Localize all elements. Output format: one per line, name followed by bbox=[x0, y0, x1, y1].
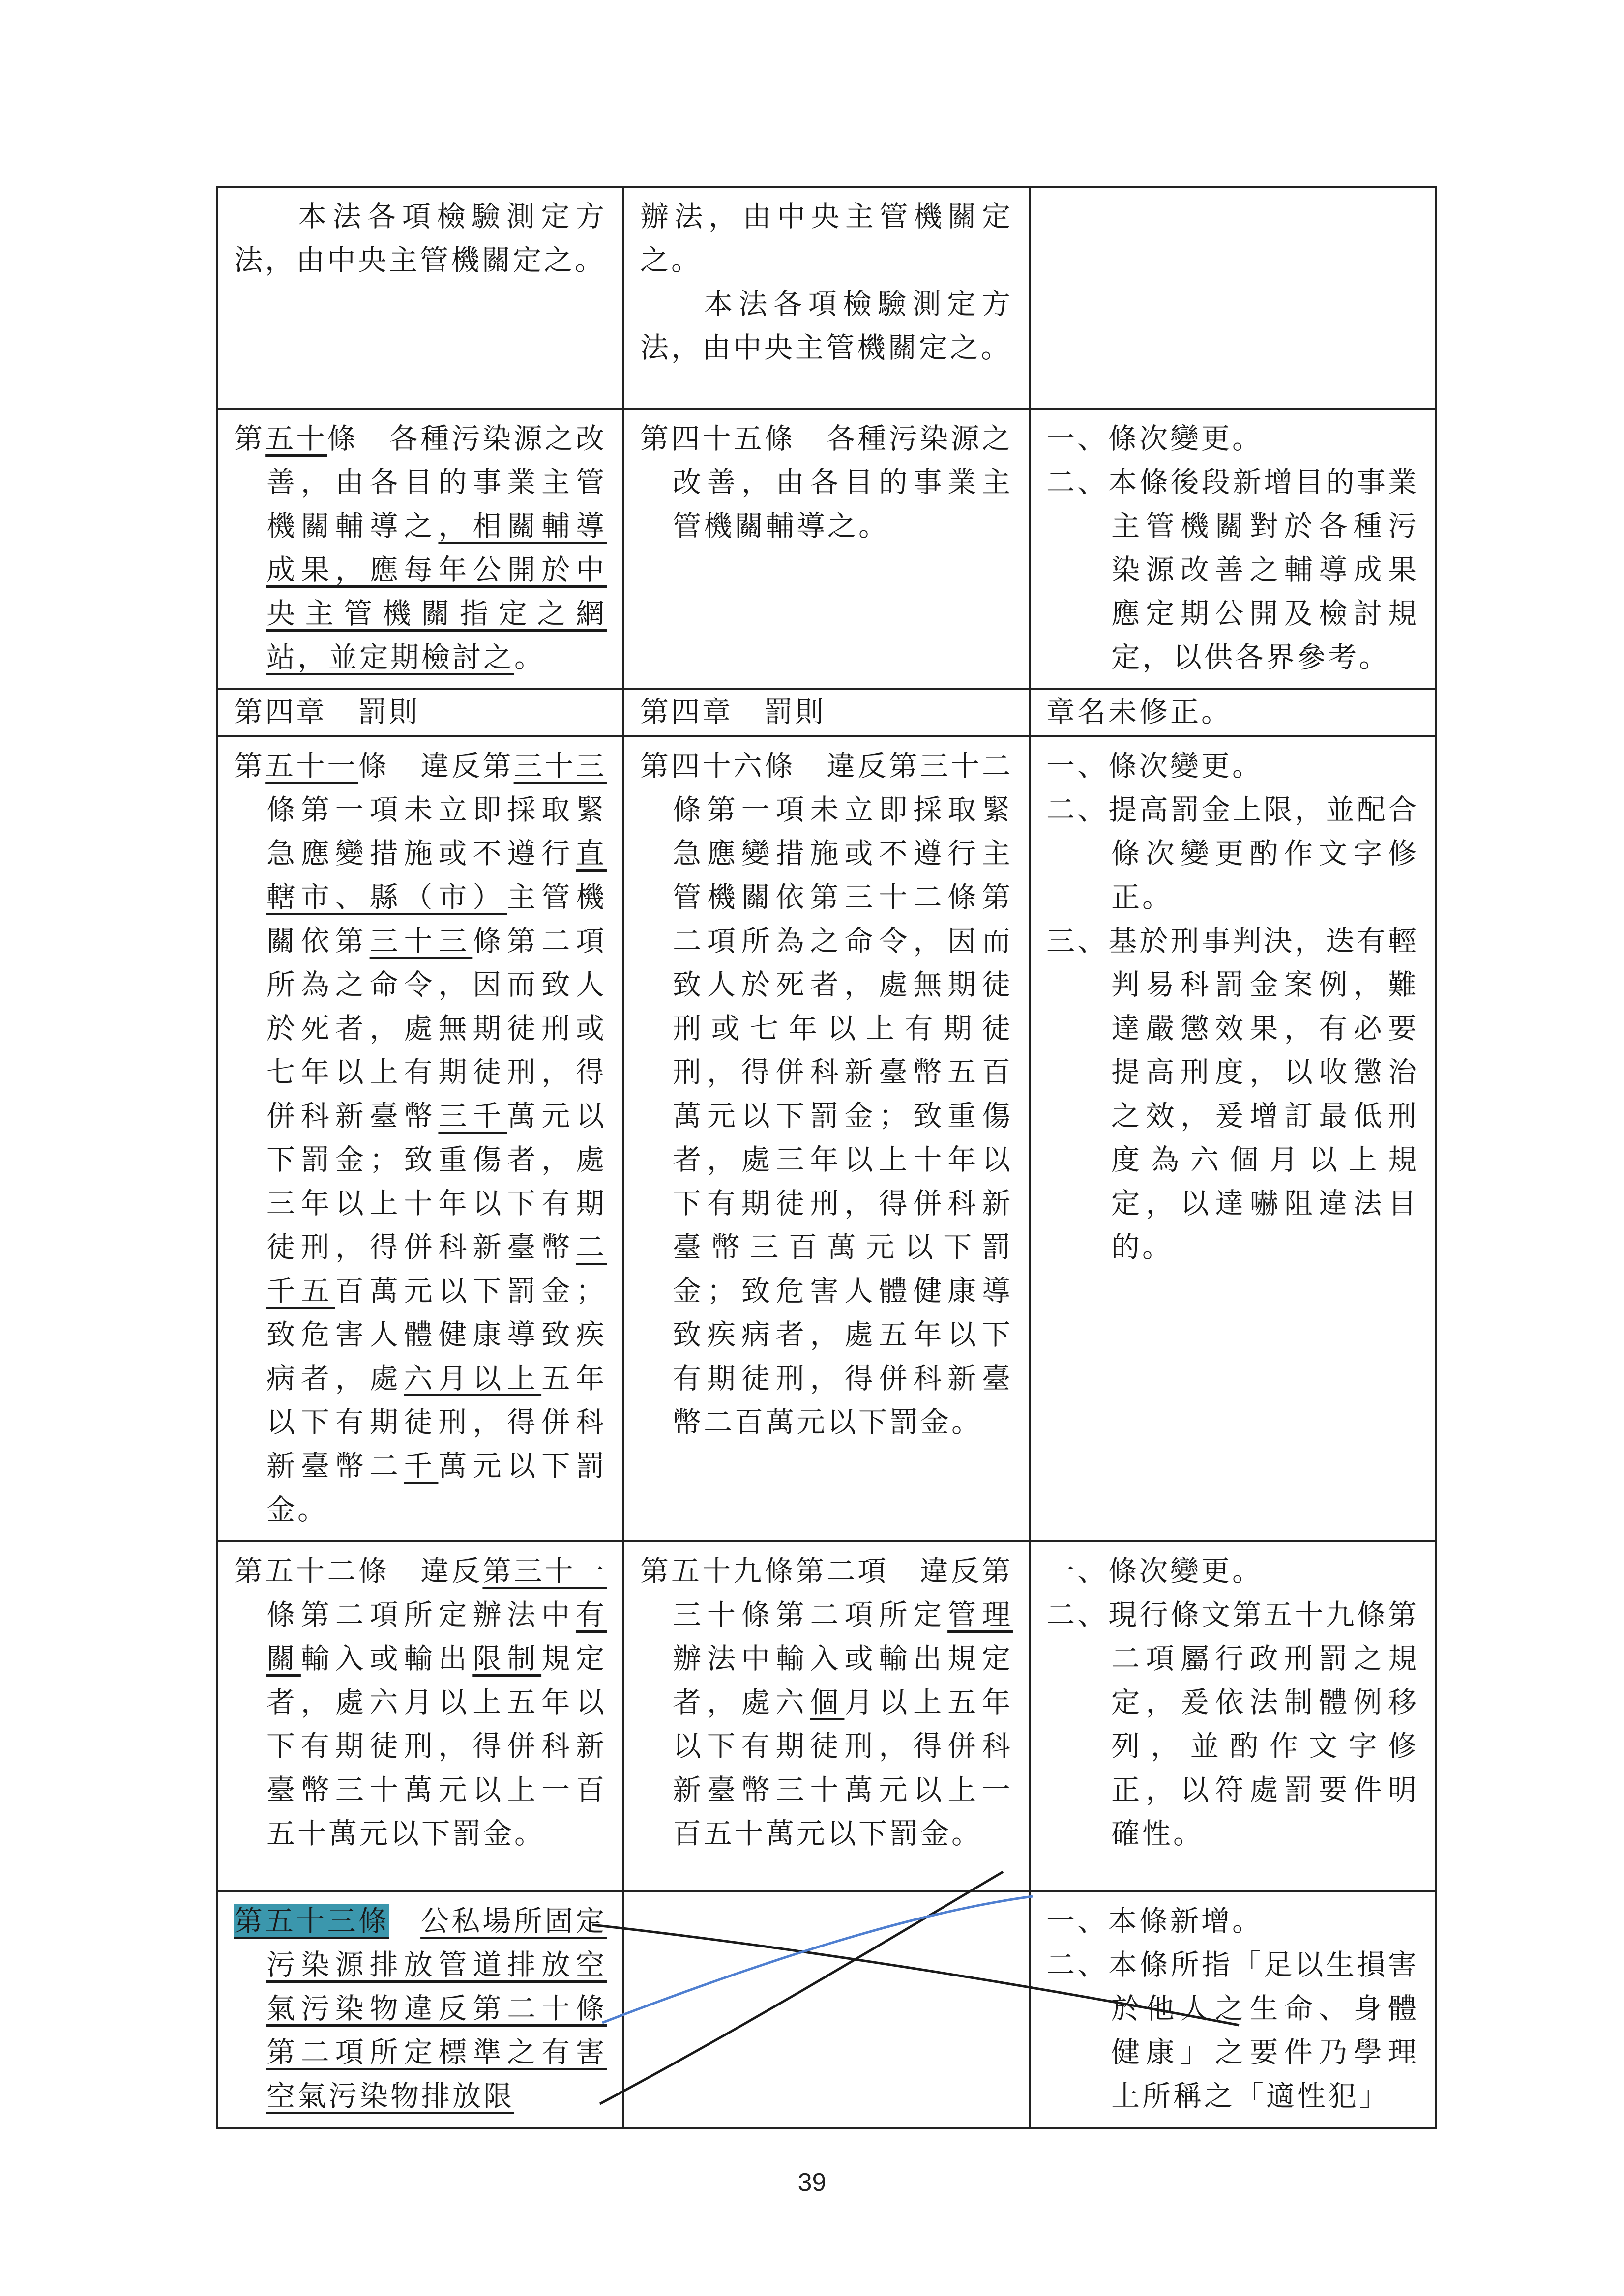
chapter-title bbox=[640, 690, 1013, 734]
amended-text-segment: 有關 bbox=[266, 1598, 607, 1675]
amended-article bbox=[234, 1899, 607, 2118]
amended-text-segment: 管理 bbox=[947, 1598, 1013, 1631]
current-text-cell bbox=[623, 689, 1030, 736]
item-number: 二、 bbox=[1046, 793, 1109, 826]
item-text: 條次變更。 bbox=[1108, 1554, 1264, 1588]
amended-text-cell bbox=[217, 409, 623, 689]
current-text-cell bbox=[623, 187, 1030, 409]
text-segment: 第 bbox=[234, 422, 266, 455]
table-row bbox=[217, 1541, 1436, 1891]
amended-article bbox=[234, 744, 607, 1532]
explanation-cell bbox=[1030, 409, 1436, 689]
item-text: 條次變更。 bbox=[1108, 422, 1264, 455]
current-article bbox=[640, 195, 1013, 282]
text-segment: 萬元以下罰金。 bbox=[266, 1449, 607, 1526]
text-segment: 第五十二條 違反 bbox=[234, 1554, 483, 1588]
amended-text-cell bbox=[217, 689, 623, 736]
text-segment: 第四章 罰則 bbox=[640, 695, 827, 728]
amended-text-cell bbox=[217, 1541, 623, 1891]
text-segment: 辦法，由中央主管機關定之。 bbox=[640, 200, 1013, 277]
table-row bbox=[217, 1891, 1436, 2128]
explanation-cell bbox=[1030, 187, 1436, 409]
item-number: 二、 bbox=[1046, 465, 1109, 499]
highlighted-article-number: 第五十三條 bbox=[234, 1904, 389, 1938]
explanation-list bbox=[1046, 417, 1419, 679]
explanation-item bbox=[1046, 788, 1419, 919]
explanation-cell bbox=[1030, 736, 1436, 1541]
amended-text-cell bbox=[217, 1891, 623, 2128]
table-row bbox=[217, 187, 1436, 409]
item-number: 二、 bbox=[1046, 1948, 1109, 1981]
text-segment: 第四十六條 違反第三十二條第一項未立即採取緊急應變措施或不遵行主管機關依第三十二條第二項所為之命令，因而致人於死者，處無期徒刑或七年以上有期徒刑，得併科新臺幣五百萬元以下罰金；致重傷者，處三年以上十年以下有期徒刑，得併科新臺幣三百萬元以下罰金；致危害人體健康導致疾病者，處五年以下有期徒刑，得併科新臺幣二百萬元以下罰金。 bbox=[640, 749, 1013, 1439]
current-article bbox=[640, 744, 1013, 1444]
amended-text-segment: 公私場所固定污染源排放管道排放空氣污染物違反第二十條第二項所定標準之有害空氣污染物排放限 bbox=[266, 1904, 607, 2113]
item-number: 三、 bbox=[1046, 924, 1109, 958]
text-segment: 月以上五年以下有期徒刑，得併科新臺幣三十萬元以上一百五十萬元以下罰金。 bbox=[673, 1686, 1013, 1850]
amended-text-segment: 三十三 bbox=[513, 749, 607, 783]
text-segment: 條第一項未立即採取緊急應變措施或不遵行 bbox=[266, 793, 607, 870]
text-segment: 第四十五條 各種污染源之改善，由各目的事業主管機關輔導之。 bbox=[640, 422, 1013, 543]
amended-text-segment: 三千 bbox=[438, 1099, 507, 1133]
text-segment: 萬元以下罰金；致重傷者，處三年以上十年以下有期徒刑，得併科新臺幣 bbox=[266, 1099, 607, 1264]
table-row bbox=[217, 689, 1436, 736]
text-segment: 第五十九條第二項 違反第三十條第二項所定 bbox=[640, 1554, 1013, 1631]
explanation-item bbox=[1046, 1549, 1419, 1593]
explanation-cell bbox=[1030, 1891, 1436, 2128]
amended-article bbox=[234, 417, 607, 679]
item-text: 提高罰金上限，並配合條次變更酌作文字修正。 bbox=[1108, 793, 1419, 914]
explanation-item bbox=[1046, 1899, 1419, 1943]
amended-article bbox=[234, 1549, 607, 1856]
page-number: 39 bbox=[797, 2168, 827, 2197]
amended-article bbox=[234, 195, 607, 282]
explanation-cell bbox=[1030, 1541, 1436, 1891]
explanation-list bbox=[1046, 1899, 1419, 2118]
item-number: 一、 bbox=[1046, 422, 1109, 455]
chapter-title bbox=[234, 690, 607, 734]
item-number: 一、 bbox=[1046, 749, 1109, 783]
amended-text-segment: 六月以上 bbox=[404, 1362, 542, 1395]
amended-text-segment: 五十一 bbox=[265, 749, 358, 783]
text-segment: 百萬元以下罰金；致危害人體健康導致疾病者，處 bbox=[266, 1274, 607, 1395]
text-segment: 輸入或輸出 bbox=[300, 1642, 473, 1675]
amended-text-segment: 三十三 bbox=[369, 924, 473, 958]
amended-text-segment: 第三十一 bbox=[482, 1554, 607, 1588]
text-segment bbox=[389, 1904, 420, 1938]
amended-text-cell bbox=[217, 736, 623, 1541]
text-segment: 條 各種污染源之改善，由各目的事業主管機關輔導之 bbox=[266, 422, 607, 543]
amended-text-segment: 千 bbox=[404, 1449, 439, 1482]
amended-text-segment: 五十 bbox=[265, 422, 327, 455]
item-text: 條次變更。 bbox=[1108, 749, 1264, 783]
explanation-item bbox=[1046, 1943, 1419, 2118]
explanation-item bbox=[1046, 461, 1419, 679]
item-number: 一、 bbox=[1046, 1554, 1109, 1588]
explanation-item bbox=[1046, 744, 1419, 788]
amended-text-segment: 限制 bbox=[472, 1642, 542, 1675]
table-row bbox=[217, 736, 1436, 1541]
item-number: 一、 bbox=[1046, 1904, 1109, 1938]
explanation-item bbox=[1046, 919, 1419, 1269]
explanation-item bbox=[1046, 1593, 1419, 1856]
current-text-cell bbox=[623, 736, 1030, 1541]
amended-text-segment: 個 bbox=[810, 1686, 845, 1719]
item-text: 基於刑事判決，迭有輕判易科罰金案例，難達嚴懲效果，有必要提高刑度，以收懲治之效，爰增訂最低刑度為六個月以上規定，以達嚇阻違法目的。 bbox=[1108, 924, 1419, 1264]
text-segment: 規定者，處六月以上五年以下有期徒刑，得併科新臺幣三十萬元以上一百五十萬元以下罰金。 bbox=[266, 1642, 607, 1850]
text-segment: 條 違反第 bbox=[358, 749, 514, 783]
current-text-cell bbox=[623, 1891, 1030, 2128]
current-article bbox=[640, 1549, 1013, 1856]
table-row bbox=[217, 409, 1436, 689]
amended-text-cell bbox=[217, 187, 623, 409]
item-text: 本條新增。 bbox=[1108, 1904, 1264, 1938]
current-text-cell bbox=[623, 1541, 1030, 1891]
amended-text-segment: ，相關輔導成果，應每年公開於中央主管機關指定之網站，並定期檢討之 bbox=[266, 509, 607, 674]
text-segment: 五年以下有期徒刑，得併科新臺幣二 bbox=[266, 1362, 607, 1482]
text-segment: 本法各項檢驗測定方法，由中央主管機關定之。 bbox=[234, 200, 607, 277]
current-text-cell bbox=[623, 409, 1030, 689]
text-segment: 。 bbox=[514, 640, 546, 674]
text-segment: 主管機關依第 bbox=[266, 880, 607, 958]
current-article-paragraph: 本法各項檢驗測定方法，由中央主管機關定之。 bbox=[640, 287, 1013, 364]
comparison-table bbox=[216, 186, 1437, 2129]
explanation-text: 章名未修正。 bbox=[1046, 695, 1233, 728]
explanation-list bbox=[1046, 744, 1419, 1269]
current-article bbox=[640, 417, 1013, 548]
amended-text-segment: 直轄市、縣（市） bbox=[266, 837, 607, 914]
explanation-list bbox=[1046, 1549, 1419, 1856]
amended-text-segment: 二千五 bbox=[266, 1230, 607, 1308]
text-segment: 條第二項所定辦法中 bbox=[266, 1598, 576, 1631]
text-segment: 辦法中輸入或輸出規定者，處六 bbox=[673, 1642, 1013, 1719]
text-segment: 條第二項所為之命令，因而致人於死者，處無期徒刑或七年以上有期徒刑，得併科新臺幣 bbox=[266, 924, 607, 1133]
item-number: 二、 bbox=[1046, 1598, 1109, 1631]
item-text: 本條後段新增目的事業主管機關對於各種污染源改善之輔導成果應定期公開及檢討規定，以供各界參考。 bbox=[1108, 465, 1419, 674]
item-text: 現行條文第五十九條第二項屬行政刑罰之規定，爰依法制體例移列，並酌作文字修正，以符處罰要件明確性。 bbox=[1108, 1598, 1419, 1850]
explanation-item bbox=[1046, 417, 1419, 461]
text-segment: 第 bbox=[234, 749, 266, 783]
item-text: 本條所指「足以生損害於他人之生命、身體健康」之要件乃學理上所稱之「適性犯」 bbox=[1108, 1948, 1419, 2113]
text-segment: 第四章 罰則 bbox=[234, 695, 420, 728]
explanation-cell bbox=[1030, 689, 1436, 736]
